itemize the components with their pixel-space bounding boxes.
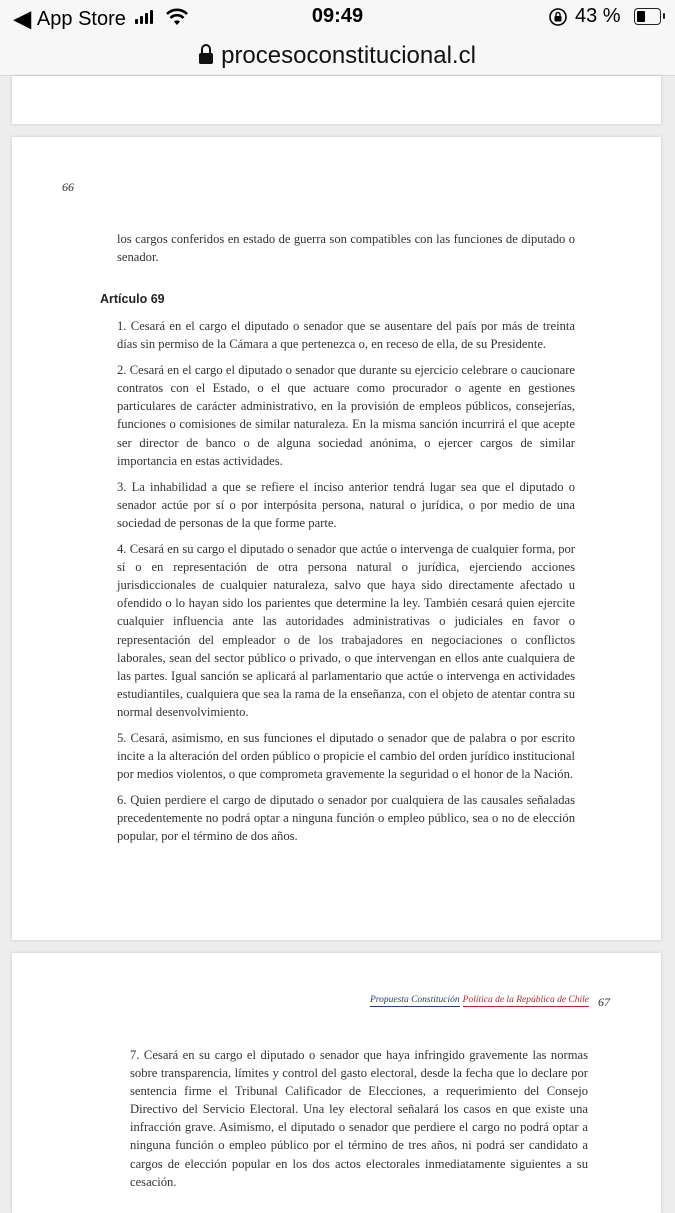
battery-icon (634, 8, 661, 25)
article-heading: Artículo 69 (100, 292, 165, 306)
clock-time: 09:49 (311, 5, 364, 27)
article-paragraph-1: 1. Cesará en el cargo el diputado o senador que se ausentare del país por más de treinta días sin permiso de la Cámara a que pertenezca o, en receso de ella, de su Presidente. (117, 319, 575, 352)
page-number: 67 (598, 995, 610, 1009)
chevron-left-icon: ◀ (14, 6, 31, 31)
address-bar[interactable] (0, 36, 675, 76)
status-bar (0, 0, 675, 36)
url-text: procesoconstitucional.cl (221, 41, 476, 69)
intro-paragraph: los cargos conferidos en estado de guerra son compatibles con las funciones de diputado o senador. (117, 232, 575, 265)
running-head (370, 995, 589, 1007)
running-head-left: Propuesta Constitución (370, 995, 460, 1005)
pdf-page-67 (12, 953, 661, 1213)
article-paragraph-7: 7. Cesará en su cargo el diputado o senador que haya infringido gravemente las normas sobre transparencia, límites y control del gasto electoral, desde la fecha que lo declare por sentencia firme el Tribunal Calificador de Elecciones, a requerimiento del Consejo Directivo del Servicio Electoral. Una ley electoral señalará los casos en que existe una infracción grave. Asimismo, el diputado o senador que perdiere el cargo no podrá optar a ninguna función o empleo público por el término de tres años, ni podrá ser candidato a cargos de elección popular en los dos actos electorales inmediatamente siguientes a su cesación. (130, 1048, 588, 1189)
pdf-page-previous (12, 76, 661, 124)
article-paragraph-5: 5. Cesará, asimismo, en sus funciones el diputado o senador que de palabra o por escrito incite a la alteración del orden público o propicie el cambio del orden jurídico institucional por medios violentos, o que comprometa gravemente la seguridad o el honor de la Nación. (117, 730, 575, 782)
lock-icon (199, 50, 213, 66)
pdf-page-66 (12, 137, 661, 940)
page-number: 66 (62, 180, 74, 194)
article-paragraph-4: 4. Cesará en su cargo el diputado o senador que actúe o intervenga de cualquier forma, por sí o en representación de otra persona natural o jurídica, ejerciendo acciones jurisdiccionales de cualquier naturaleza, salvo que haya sido directamente afectado u ofendido o lo hayan sido los parientes que determine la ley. También cesará quien ejercite cualquier influencia ante las autoridades administrativas o judiciales en favor o representación del empleador o de los trabajadores en negociaciones o conflictos laborales, sean del sector público o privado, o que intervengan en ellos ante cualquiera de las partes. Igual sanción se aplicará al parlamentario que actúe o intervenga en actividades estudiantiles, cualquiera que sea la rama de la enseñanza, con el objeto de atentar contra su normal desenvolvimiento. (117, 542, 575, 719)
article-paragraph-6: 6. Quien perdiere el cargo de diputado o senador por cualquiera de las causales señaladas precedentemente no podrá optar a ninguna función o empleo público, sea o no de elección popular, por el término de dos años. (117, 793, 575, 844)
rotation-lock-icon (548, 7, 568, 27)
article-body (117, 317, 575, 854)
article-paragraph-3: 3. La inhabilidad a que se refiere el inciso anterior tendrá lugar sea que el diputado o senador actúe por sí o por interpósita persona, natural o jurídica, o por medio de una sociedad de personas de la que forme parte. (117, 479, 575, 530)
running-head-right: Política de la República de Chile (462, 995, 590, 1005)
back-app-label: App Store (36, 7, 126, 30)
article-paragraph-2: 2. Cesará en el cargo el diputado o senador que durante su ejercicio celebrare o caucionare contratos con el Estado, o el que actuare como procurador o agente en gestiones particulares de carácter administrativo, en la provisión de empleos públicos, consejerías, funciones o comisiones de similar naturaleza. En la misma sanción incurrirá el que acepte ser director de banco o de alguna sociedad anónima, o ejercer cargos de similar importancia en estas actividades. (117, 363, 575, 468)
battery-percentage: 43 % (575, 5, 621, 27)
